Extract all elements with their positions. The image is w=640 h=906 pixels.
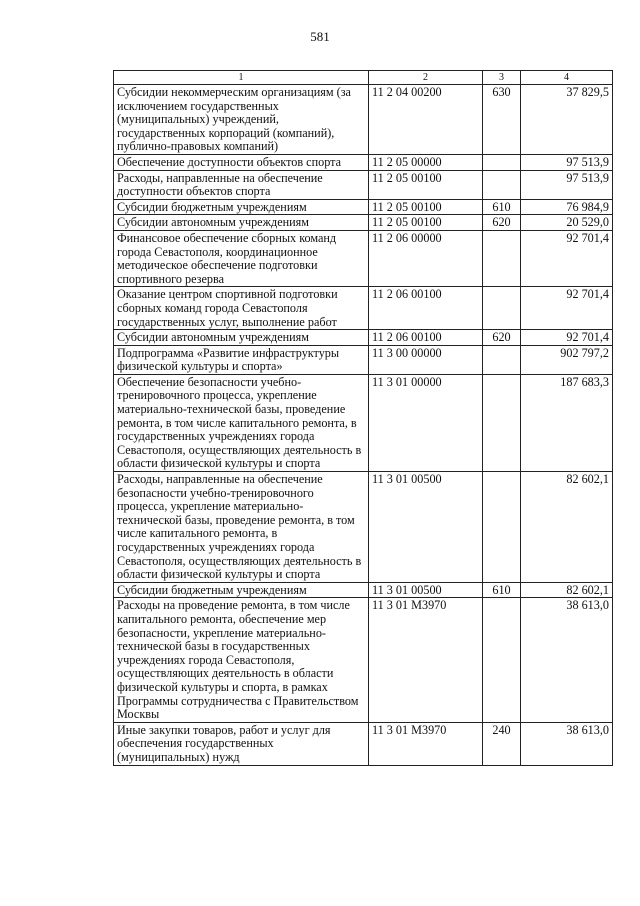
row-expense-type-cell — [483, 170, 521, 199]
row-code-cell: 11 2 05 00100 — [369, 215, 483, 231]
row-expense-type-cell: 620 — [483, 330, 521, 346]
column-header-2: 2 — [369, 71, 483, 85]
row-expense-type-cell — [483, 472, 521, 583]
row-amount-cell: 82 602,1 — [521, 472, 613, 583]
row-amount-cell: 92 701,4 — [521, 330, 613, 346]
row-name-cell: Оказание центром спортивной подготовки сборных команд города Севастополя государственных услуг, выполнение работ — [114, 287, 369, 330]
row-code-cell: 11 3 01 М3970 — [369, 722, 483, 765]
table-row — [114, 287, 613, 330]
row-expense-type-cell: 620 — [483, 215, 521, 231]
row-name-cell: Расходы, направленные на обеспечение доступности объектов спорта — [114, 170, 369, 199]
table-row — [114, 154, 613, 170]
table-row — [114, 330, 613, 346]
row-amount-cell: 902 797,2 — [521, 345, 613, 374]
row-amount-cell: 92 701,4 — [521, 230, 613, 286]
row-code-cell: 11 2 06 00100 — [369, 330, 483, 346]
page-number: 581 — [310, 29, 330, 44]
table-row — [114, 199, 613, 215]
row-code-cell: 11 2 04 00200 — [369, 85, 483, 155]
row-amount-cell: 187 683,3 — [521, 374, 613, 471]
row-amount-cell: 76 984,9 — [521, 199, 613, 215]
table-row — [114, 345, 613, 374]
column-header-1: 1 — [114, 71, 369, 85]
row-amount-cell: 37 829,5 — [521, 85, 613, 155]
table-row — [114, 582, 613, 598]
table-row — [114, 215, 613, 231]
row-name-cell: Обеспечение безопасности учебно-тренировочного процесса, укрепление материально-технической базы, проведение ремонта, в том числе капитального ремонта, в государственных учреждениях города Севастополя, осуществляющих деятельность в области физической культуры и спорта — [114, 374, 369, 471]
table-row — [114, 230, 613, 286]
row-amount-cell: 38 613,0 — [521, 722, 613, 765]
table-row — [114, 722, 613, 765]
row-code-cell: 11 2 06 00000 — [369, 230, 483, 286]
row-expense-type-cell — [483, 154, 521, 170]
budget-table — [113, 70, 613, 766]
row-name-cell: Расходы на проведение ремонта, в том числе капитального ремонта, обеспечение мер безопасности, укрепление материально-технической базы в государственных учреждениях города Севастополя, осуществляющих деятельность в области физической культуры и спорта, в рамках Программы сотрудничества с Правительством Москвы — [114, 598, 369, 722]
row-code-cell: 11 2 05 00100 — [369, 170, 483, 199]
row-amount-cell: 92 701,4 — [521, 287, 613, 330]
table-row — [114, 598, 613, 722]
row-code-cell: 11 2 05 00000 — [369, 154, 483, 170]
table-header-row — [114, 71, 613, 85]
row-expense-type-cell: 610 — [483, 582, 521, 598]
row-name-cell: Субсидии некоммерческим организациям (за исключением государственных (муниципальных) учреждений, государственных корпораций (компаний), публично-правовых компаний) — [114, 85, 369, 155]
table-row — [114, 85, 613, 155]
row-expense-type-cell: 610 — [483, 199, 521, 215]
row-code-cell: 11 3 01 00000 — [369, 374, 483, 471]
table-row — [114, 170, 613, 199]
row-code-cell: 11 3 01 00500 — [369, 582, 483, 598]
row-code-cell: 11 3 00 00000 — [369, 345, 483, 374]
row-name-cell: Финансовое обеспечение сборных команд города Севастополя, координационное методическое обеспечение подготовки спортивного резерва — [114, 230, 369, 286]
column-header-3: 3 — [483, 71, 521, 85]
row-name-cell: Субсидии бюджетным учреждениям — [114, 582, 369, 598]
row-amount-cell: 82 602,1 — [521, 582, 613, 598]
row-name-cell: Обеспечение доступности объектов спорта — [114, 154, 369, 170]
row-code-cell: 11 3 01 М3970 — [369, 598, 483, 722]
row-name-cell: Субсидии автономным учреждениям — [114, 215, 369, 231]
row-expense-type-cell — [483, 374, 521, 471]
row-amount-cell: 38 613,0 — [521, 598, 613, 722]
row-expense-type-cell — [483, 230, 521, 286]
row-name-cell: Подпрограмма «Развитие инфраструктуры физической культуры и спорта» — [114, 345, 369, 374]
row-expense-type-cell: 630 — [483, 85, 521, 155]
row-name-cell: Субсидии автономным учреждениям — [114, 330, 369, 346]
row-code-cell: 11 2 06 00100 — [369, 287, 483, 330]
row-amount-cell: 97 513,9 — [521, 154, 613, 170]
table-row — [114, 472, 613, 583]
row-amount-cell: 97 513,9 — [521, 170, 613, 199]
row-code-cell: 11 3 01 00500 — [369, 472, 483, 583]
row-expense-type-cell: 240 — [483, 722, 521, 765]
row-expense-type-cell — [483, 598, 521, 722]
row-expense-type-cell — [483, 345, 521, 374]
table-row — [114, 374, 613, 471]
row-name-cell: Иные закупки товаров, работ и услуг для обеспечения государственных (муниципальных) нужд — [114, 722, 369, 765]
row-name-cell: Субсидии бюджетным учреждениям — [114, 199, 369, 215]
row-amount-cell: 20 529,0 — [521, 215, 613, 231]
row-code-cell: 11 2 05 00100 — [369, 199, 483, 215]
column-header-4: 4 — [521, 71, 613, 85]
row-expense-type-cell — [483, 287, 521, 330]
row-name-cell: Расходы, направленные на обеспечение безопасности учебно-тренировочного процесса, укрепление материально-технической базы, проведение ремонта, в том числе капитального ремонта, в государственных учреждениях города Севастополя, осуществляющих деятельность в области физической культуры и спорта — [114, 472, 369, 583]
